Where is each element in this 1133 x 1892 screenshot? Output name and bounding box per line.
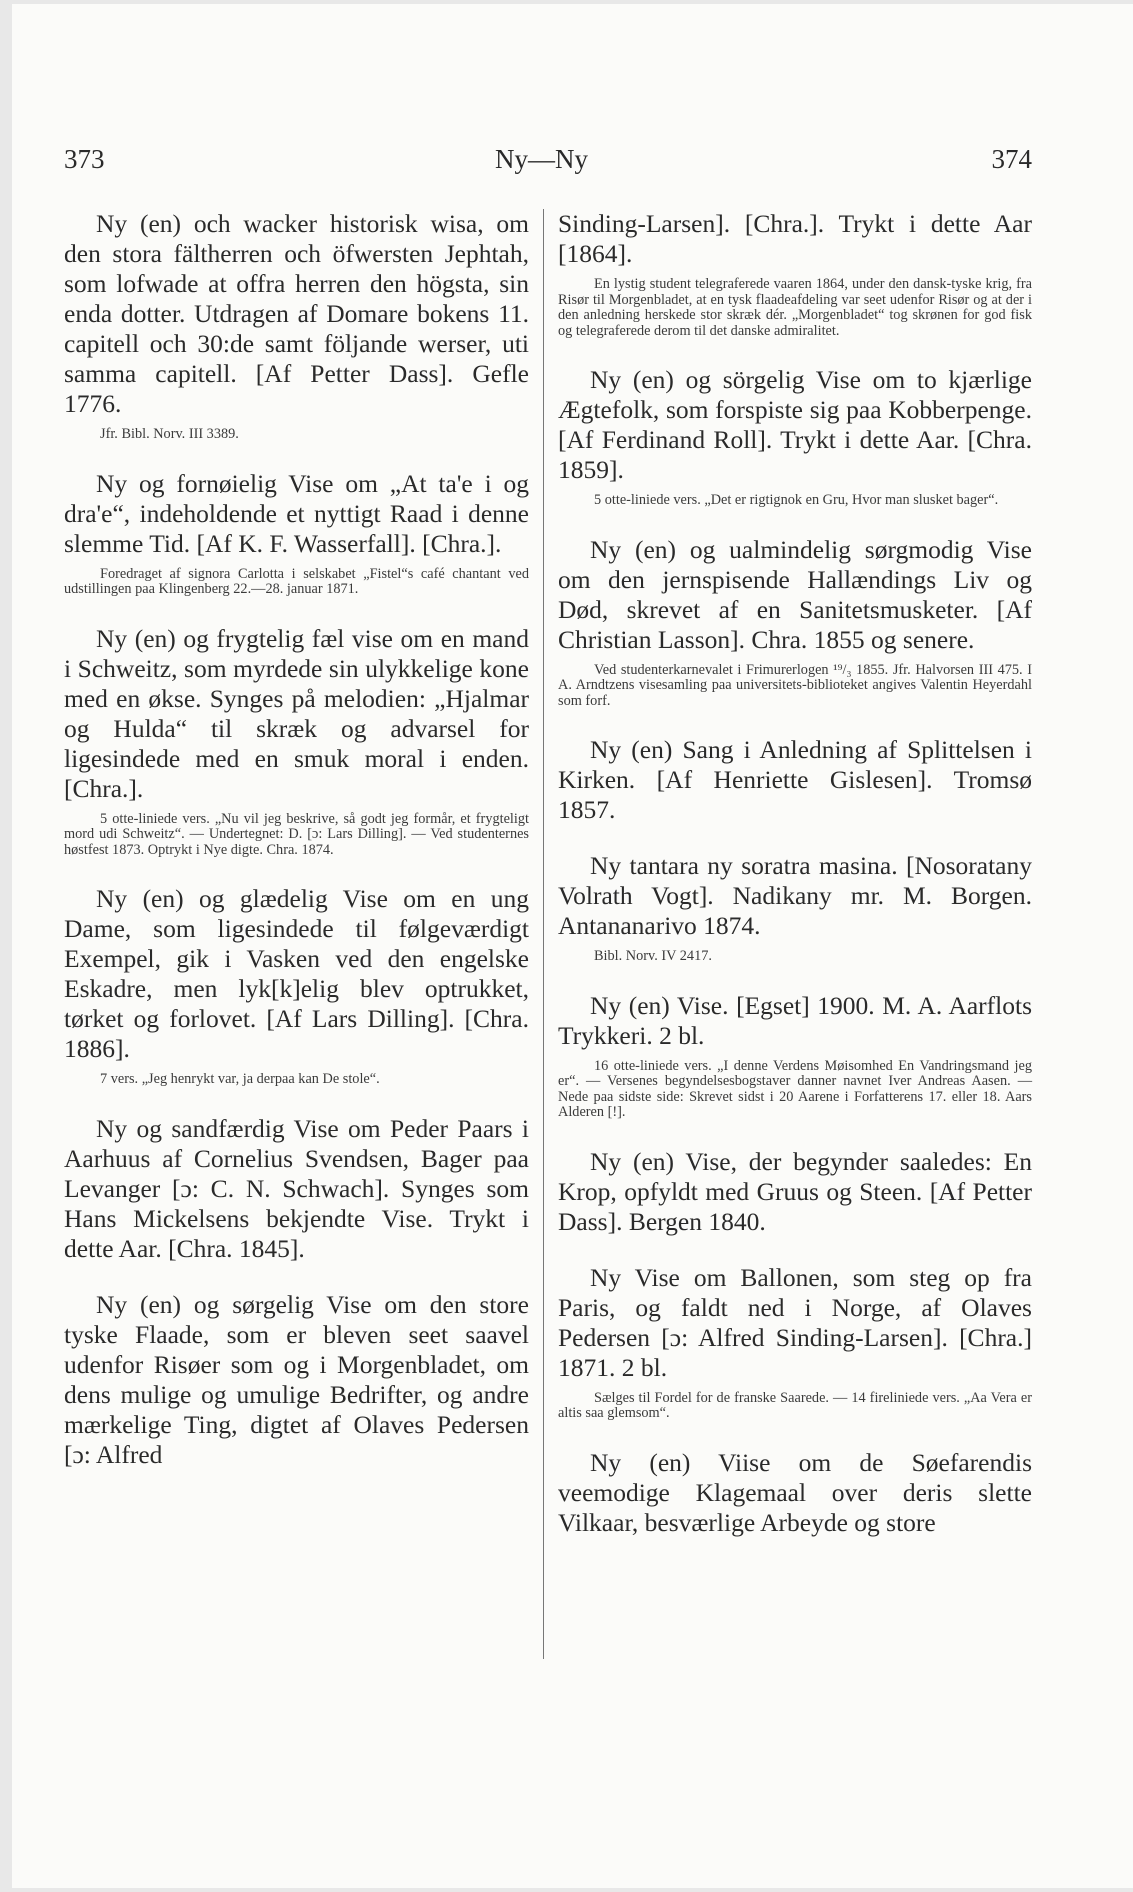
entry <box>64 884 529 1088</box>
entry-note: 5 otte-liniede vers. „Nu vil jeg beskrive, så godt jeg formår, et frygteligt mord udi Schweitz“. — Undertegnet: D. [ɔ: Lars Dilling]. — Ved studenternes høstfest 1873. Optrykt i Nye digte. Chra. 1874. <box>64 810 529 858</box>
entry <box>64 1114 529 1264</box>
page-header <box>12 144 1133 184</box>
entry-note: Bibl. Norv. IV 2417. <box>594 948 712 964</box>
entry-note: 7 vers. „Jeg henrykt var, ja derpaa kan De stole“. <box>100 1071 380 1087</box>
entry <box>64 209 529 443</box>
entry <box>558 735 1032 825</box>
entry-title: Ny (en) och wacker historisk wisa, om den stora fältherren och öfwersten Jephtah, som lofwade at offra herren den högsta, sin enda dotter. Utdragen af Domare bokens 11. capitell och 30:de samt följande werser, uti samma capitell. [Af Petter Dass]. Gefle 1776. <box>64 209 529 418</box>
page-number-left: 373 <box>64 144 105 174</box>
entry <box>64 624 529 859</box>
entry-title: Ny (en) Viise om de Søefarendis veemodige Klagemaal over deris slette Vilkaar, besværlige Arbeyde og store <box>558 1447 1032 1537</box>
column-divider <box>543 209 544 1659</box>
right-column <box>558 209 1032 1564</box>
entry-note: En lystig student telegraferede vaaren 1864, under den dansk-tyske krig, fra Risør til Morgenbladet, at en tysk flaadeafdeling var seet udenfor Risør og at der i den anledning herskede stor skræk dér. „Morgenbladet“ tog skrønen for god fisk og telegraferede derom til det danske admiralitet. <box>558 276 1032 339</box>
entry <box>558 365 1032 509</box>
entry-title: Ny (en) Vise. [Egset] 1900. M. A. Aarflots Trykkeri. 2 bl. <box>558 990 1032 1050</box>
book-page <box>12 4 1133 1888</box>
entry-title: Ny (en) og frygtelig fæl vise om en mand i Schweitz, som myrdede sin ulykkelige kone med en økse. Synges på melodien: „Hjalmar og Hulda“ til skræk og advarsel for ligesindede med en smuk moral i enden. [Chra.]. <box>64 623 529 803</box>
entry-title: Ny (en) og ualmindelig sørgmodig Vise om den jernspisende Hallændings Liv og Død, skrevet af en Sanitetsmusketer. [Af Christian Lasson]. Chra. 1855 og senere. <box>558 534 1032 654</box>
entry-note: 16 otte-liniede vers. „I denne Verdens Møisomhed En Vandringsmand jeg er“. — Versenes begyndelsesbogstaver danner navnet Iver Andreas Aasen. — Nede paa sidste side: Skrevet sidst i 20 Aarene i Forfatterens 17. eller 18. Aars Alderen [!]. <box>558 1057 1032 1120</box>
running-title: Ny—Ny <box>495 144 588 174</box>
entry <box>558 1263 1032 1422</box>
entry <box>64 469 529 598</box>
entry-note: Sælges til Fordel for de franske Saarede. — 14 fireliniede vers. „Aa Vera er altis saa glemsom“. <box>558 1389 1032 1421</box>
entry-title: Ny (en) Vise, der begynder saaledes: En Krop, opfyldt med Gruus og Steen. [Af Petter Dass]. Bergen 1840. <box>558 1146 1032 1236</box>
entry <box>558 1448 1032 1538</box>
entry-note: 5 otte-liniede vers. „Det er rigtignok en Gru, Hvor man slusket bager“. <box>594 492 999 508</box>
entry-title: Ny Vise om Ballonen, som steg op fra Paris, og faldt ned i Norge, af Olaves Pedersen [ɔ: Alfred Sinding-Larsen]. [Chra.] 1871. 2 bl. <box>558 1262 1032 1382</box>
entry-title: Ny og fornøielig Vise om „At ta'e i og dra'e“, indeholdende et nyttigt Raad i denne slemme Tid. [Af K. F. Wasserfall]. [Chra.]. <box>64 468 529 558</box>
entry-title: Ny (en) og sörgelig Vise om to kjærlige Ægtefolk, som forspiste sig paa Kobberpenge. [Af Ferdinand Roll]. Trykt i dette Aar. [Chra. 1859]. <box>558 365 1032 484</box>
entry-title: Ny (en) og glædelig Vise om en ung Dame, som ligesindede til følgeværdigt Exempel, gik i Vasken ved den engelske Eskadre, men lyk[k]elig blev optrukket, tørket og forlovet. [Af Lars Dilling]. [Chra. 1886]. <box>64 884 529 1063</box>
entry <box>558 1147 1032 1237</box>
entry-note: Jfr. Bibl. Norv. III 3389. <box>100 426 239 442</box>
entry-title: Ny (en) og sørgelig Vise om den store tyske Flaade, som er bleven seet saavel udenfor Risøer som og i Morgenbladet, om dens mulige og umulige Bedrifter, og andre mærkelige Ting, digtet af Olaves Pedersen [ɔ: Alfred <box>64 1289 529 1469</box>
entry <box>64 1290 529 1470</box>
entry-note: Foredraget af signora Carlotta i selskabet „Fistel“s café chantant ved udstillingen paa Klingenberg 22.—28. januar 1871. <box>64 565 529 597</box>
entry-continued <box>558 209 1032 339</box>
page-number-right: 374 <box>991 144 1032 174</box>
entry-title: Sinding-Larsen]. [Chra.]. Trykt i dette Aar [1864]. <box>558 209 1032 268</box>
left-column <box>64 209 529 1496</box>
entry-note: Ved studenterkarnevalet i Frimurerlogen ¹⁹/₃ 1855. Jfr. Halvorsen III 475. I A. Arndtzens visesamling paa universitets-biblioteket angives Valentin Heyerdahl som forf. <box>558 661 1032 709</box>
entry <box>558 535 1032 710</box>
entry <box>558 851 1032 965</box>
entry-title: Ny og sandfærdig Vise om Peder Paars i Aarhuus af Cornelius Svendsen, Bager paa Levanger [ɔ: C. N. Schwach]. Synges som Hans Mickelsens bekjendte Vise. Trykt i dette Aar. [Chra. 1845]. <box>64 1113 529 1263</box>
entry-title: Ny (en) Sang i Anledning af Splittelsen i Kirken. [Af Henriette Gislesen]. Tromsø 1857. <box>558 735 1032 824</box>
entry-title: Ny tantara ny soratra masina. [Nosoratany Volrath Vogt]. Nadikany mr. M. Borgen. Antananarivo 1874. <box>558 851 1032 940</box>
entry <box>558 991 1032 1121</box>
